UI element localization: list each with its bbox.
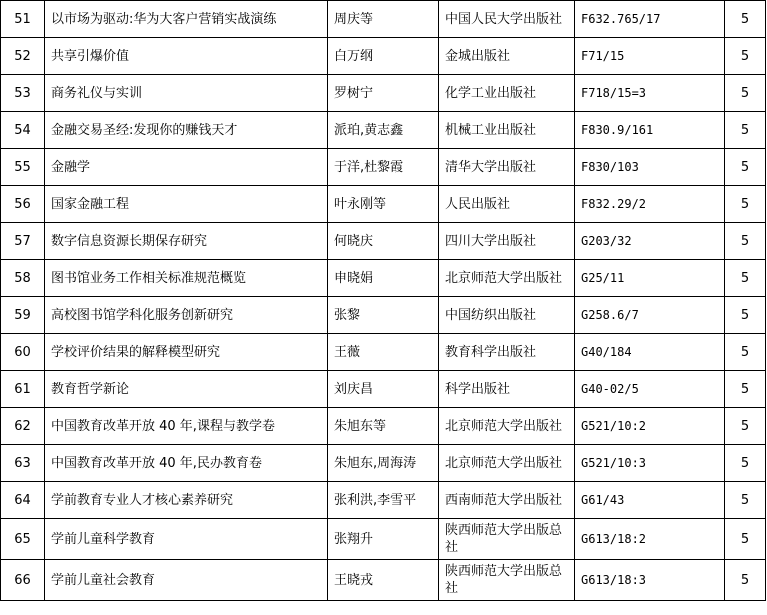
call-number-cell: G25/11 — [575, 260, 725, 297]
author-cell: 王薇 — [328, 334, 439, 371]
publisher-cell: 中国人民大学出版社 — [439, 1, 575, 38]
table-row — [1, 519, 766, 560]
quantity-cell: 5 — [725, 1, 766, 38]
quantity-cell: 5 — [725, 112, 766, 149]
publisher-cell: 陕西师范大学出版总社 — [439, 519, 575, 560]
table-row — [1, 223, 766, 260]
table-row — [1, 260, 766, 297]
quantity-cell: 5 — [725, 519, 766, 560]
publisher-cell: 清华大学出版社 — [439, 149, 575, 186]
publisher-cell: 北京师范大学出版社 — [439, 445, 575, 482]
table-row — [1, 371, 766, 408]
row-number-cell: 52 — [1, 38, 45, 75]
author-cell: 张翔升 — [328, 519, 439, 560]
book-title-cell: 图书馆业务工作相关标准规范概览 — [45, 260, 328, 297]
author-cell: 张黎 — [328, 297, 439, 334]
quantity-cell: 5 — [725, 560, 766, 601]
book-title-cell: 商务礼仪与实训 — [45, 75, 328, 112]
author-cell: 申晓娟 — [328, 260, 439, 297]
call-number-cell: F832.29/2 — [575, 186, 725, 223]
row-number-cell: 59 — [1, 297, 45, 334]
table-row — [1, 334, 766, 371]
book-title-cell: 学校评价结果的解释模型研究 — [45, 334, 328, 371]
row-number-cell: 62 — [1, 408, 45, 445]
row-number-cell: 51 — [1, 1, 45, 38]
row-number-cell: 65 — [1, 519, 45, 560]
book-title-cell: 中国教育改革开放 40 年,课程与教学卷 — [45, 408, 328, 445]
book-title-cell: 高校图书馆学科化服务创新研究 — [45, 297, 328, 334]
table-row — [1, 445, 766, 482]
publisher-cell: 北京师范大学出版社 — [439, 260, 575, 297]
row-number-cell: 66 — [1, 560, 45, 601]
author-cell: 白万纲 — [328, 38, 439, 75]
book-title-cell: 数字信息资源长期保存研究 — [45, 223, 328, 260]
quantity-cell: 5 — [725, 260, 766, 297]
publisher-cell: 陕西师范大学出版总社 — [439, 560, 575, 601]
call-number-cell: G613/18:2 — [575, 519, 725, 560]
publisher-cell: 人民出版社 — [439, 186, 575, 223]
quantity-cell: 5 — [725, 186, 766, 223]
publisher-cell: 化学工业出版社 — [439, 75, 575, 112]
book-title-cell: 金融交易圣经:发现你的赚钱天才 — [45, 112, 328, 149]
book-title-cell: 学前儿童科学教育 — [45, 519, 328, 560]
book-title-cell: 金融学 — [45, 149, 328, 186]
call-number-cell: F830/103 — [575, 149, 725, 186]
book-title-cell: 国家金融工程 — [45, 186, 328, 223]
row-number-cell: 64 — [1, 482, 45, 519]
author-cell: 叶永刚等 — [328, 186, 439, 223]
call-number-cell: F718/15=3 — [575, 75, 725, 112]
book-title-cell: 以市场为驱动:华为大客户营销实战演练 — [45, 1, 328, 38]
quantity-cell: 5 — [725, 482, 766, 519]
author-cell: 王晓戎 — [328, 560, 439, 601]
author-cell: 罗树宁 — [328, 75, 439, 112]
author-cell: 朱旭东等 — [328, 408, 439, 445]
call-number-cell: F830.9/161 — [575, 112, 725, 149]
table-row — [1, 186, 766, 223]
author-cell: 朱旭东,周海涛 — [328, 445, 439, 482]
table-row — [1, 75, 766, 112]
table-row — [1, 112, 766, 149]
row-number-cell: 58 — [1, 260, 45, 297]
call-number-cell: G521/10:2 — [575, 408, 725, 445]
quantity-cell: 5 — [725, 38, 766, 75]
publisher-cell: 中国纺织出版社 — [439, 297, 575, 334]
publisher-cell: 科学出版社 — [439, 371, 575, 408]
call-number-cell: G40/184 — [575, 334, 725, 371]
publisher-cell: 机械工业出版社 — [439, 112, 575, 149]
quantity-cell: 5 — [725, 334, 766, 371]
call-number-cell: G61/43 — [575, 482, 725, 519]
publisher-cell: 教育科学出版社 — [439, 334, 575, 371]
call-number-cell: G40-02/5 — [575, 371, 725, 408]
publisher-cell: 西南师范大学出版社 — [439, 482, 575, 519]
author-cell: 于洋,杜黎霞 — [328, 149, 439, 186]
author-cell: 派珀,黄志鑫 — [328, 112, 439, 149]
table-row — [1, 297, 766, 334]
row-number-cell: 60 — [1, 334, 45, 371]
row-number-cell: 56 — [1, 186, 45, 223]
row-number-cell: 61 — [1, 371, 45, 408]
author-cell: 周庆等 — [328, 1, 439, 38]
author-cell: 何晓庆 — [328, 223, 439, 260]
call-number-cell: F71/15 — [575, 38, 725, 75]
publisher-cell: 金城出版社 — [439, 38, 575, 75]
author-cell: 张利洪,李雪平 — [328, 482, 439, 519]
publisher-cell: 北京师范大学出版社 — [439, 408, 575, 445]
book-list-body — [1, 1, 766, 601]
call-number-cell: G613/18:3 — [575, 560, 725, 601]
book-title-cell: 学前教育专业人才核心素养研究 — [45, 482, 328, 519]
table-row — [1, 1, 766, 38]
call-number-cell: G258.6/7 — [575, 297, 725, 334]
quantity-cell: 5 — [725, 445, 766, 482]
table-row — [1, 149, 766, 186]
book-title-cell: 学前儿童社会教育 — [45, 560, 328, 601]
quantity-cell: 5 — [725, 223, 766, 260]
call-number-cell: G521/10:3 — [575, 445, 725, 482]
table-row — [1, 482, 766, 519]
call-number-cell: F632.765/17 — [575, 1, 725, 38]
table-row — [1, 408, 766, 445]
quantity-cell: 5 — [725, 149, 766, 186]
publisher-cell: 四川大学出版社 — [439, 223, 575, 260]
quantity-cell: 5 — [725, 75, 766, 112]
book-title-cell: 中国教育改革开放 40 年,民办教育卷 — [45, 445, 328, 482]
quantity-cell: 5 — [725, 297, 766, 334]
row-number-cell: 55 — [1, 149, 45, 186]
row-number-cell: 54 — [1, 112, 45, 149]
row-number-cell: 53 — [1, 75, 45, 112]
book-title-cell: 教育哲学新论 — [45, 371, 328, 408]
quantity-cell: 5 — [725, 371, 766, 408]
row-number-cell: 63 — [1, 445, 45, 482]
author-cell: 刘庆昌 — [328, 371, 439, 408]
row-number-cell: 57 — [1, 223, 45, 260]
quantity-cell: 5 — [725, 408, 766, 445]
book-title-cell: 共享引爆价值 — [45, 38, 328, 75]
table-row — [1, 560, 766, 601]
table-row — [1, 38, 766, 75]
call-number-cell: G203/32 — [575, 223, 725, 260]
